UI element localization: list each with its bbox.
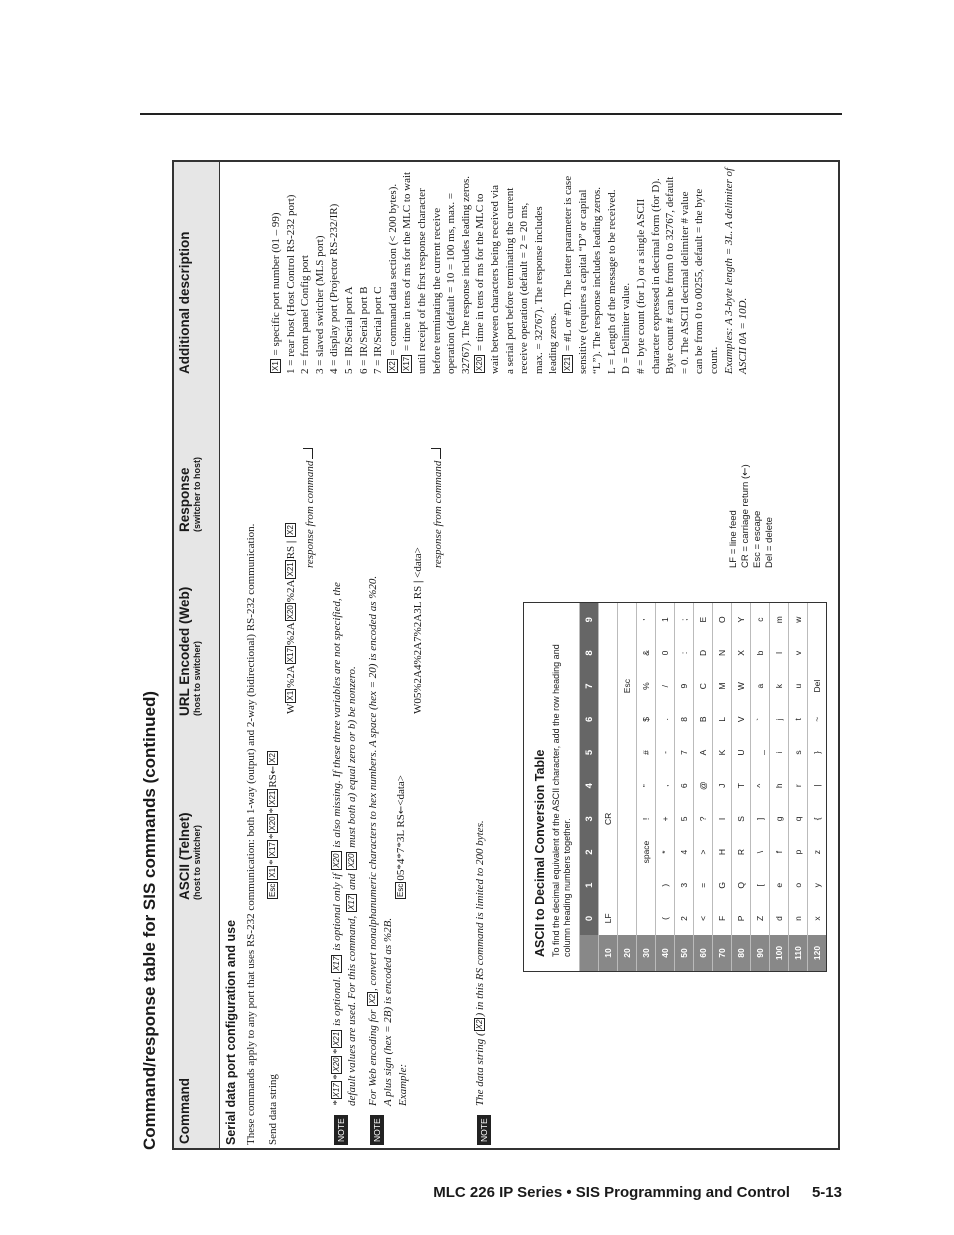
ascii-cell <box>599 636 618 669</box>
description-line: 6 = IR/Serial port B <box>357 286 370 374</box>
ascii-cell: > <box>694 835 713 868</box>
description-line: leading zeros. <box>547 312 560 374</box>
ascii-cell <box>808 603 827 636</box>
table-row <box>732 603 751 971</box>
ascii-cell: l <box>770 636 789 669</box>
row-head: 60 <box>694 935 713 971</box>
description-line: ASCII 0A = 10D. <box>737 297 750 374</box>
description-line: Examples: A 3-byte length = 3L. A delimiter of <box>722 167 735 374</box>
ascii-cell: { <box>808 802 827 835</box>
ascii-cell: U <box>732 736 751 769</box>
rotated-page <box>140 150 842 1160</box>
table-row <box>789 603 808 971</box>
ascii-cell <box>808 636 827 669</box>
table-row <box>637 603 656 971</box>
ascii-cell <box>599 703 618 736</box>
description-line: 7 = IR/Serial port C <box>372 286 385 374</box>
row-head: 120 <box>808 935 827 971</box>
ascii-cell: f <box>770 835 789 868</box>
corner-cell <box>580 935 599 971</box>
ascii-cell <box>618 869 637 902</box>
intro-text: These commands apply to any port that uses RS-232 communication: both 1-way (output) and 2-way (bidirectional) RS-232 communication. <box>245 523 257 1145</box>
ascii-cell: " <box>637 769 656 802</box>
ascii-cell: B <box>694 703 713 736</box>
ascii-cell: Y <box>732 603 751 636</box>
header-response: Response (switcher to host) <box>177 456 202 532</box>
ascii-cell: Z <box>751 902 770 935</box>
col-head: 7 <box>580 670 599 703</box>
ascii-command: EscX1*X17*X20*X21RS←X2 <box>267 753 279 897</box>
ascii-cell: : <box>675 636 694 669</box>
description-line: count. <box>708 346 720 374</box>
ascii-cell: - <box>656 736 675 769</box>
ascii-cell: $ <box>637 703 656 736</box>
ascii-cell: ) <box>656 869 675 902</box>
description-line: D = Delimiter value. <box>620 282 633 374</box>
ascii-cell: V <box>732 703 751 736</box>
page-number: 5-13 <box>811 1184 842 1201</box>
description-line: X1 = specific port number (01 – 99) <box>270 212 282 371</box>
url-command: WX1%2AX17%2AX20%2AX21RS | X2 <box>285 525 297 714</box>
ascii-cell: , <box>656 769 675 802</box>
description-line: 1 = rear host (Host Control RS-232 port) <box>284 194 297 374</box>
description-line: max. = 32767). The response includes <box>532 206 545 374</box>
response-text: response from command <box>303 448 317 568</box>
ascii-cell: S <box>732 802 751 835</box>
ascii-table-title: ASCII to Decimal Conversion Table <box>533 749 547 957</box>
ascii-cell: | <box>808 769 827 802</box>
header-command: Command <box>177 1077 192 1144</box>
top-rule <box>140 113 842 115</box>
description-line: L = Length of the message to be received. <box>605 189 618 374</box>
ascii-cell: K <box>713 736 732 769</box>
row-head: 110 <box>789 935 808 971</box>
table-row <box>694 603 713 971</box>
ascii-cell: 2 <box>675 902 694 935</box>
page-title: Command/response table for SIS commands (continued) <box>140 690 159 1150</box>
description-line: Byte count # can be from 0 to 32767, default <box>664 176 677 374</box>
table-row <box>599 603 618 971</box>
ascii-cell: < <box>694 902 713 935</box>
ascii-cell: . <box>656 703 675 736</box>
ascii-cell: w <box>789 603 808 636</box>
legend-lf: LF = line feed <box>728 510 739 568</box>
ascii-cell: G <box>713 869 732 902</box>
table-row <box>675 603 694 971</box>
description-line: = 0. The ASCII decimal delimiter # value <box>678 191 691 374</box>
ascii-cell: ' <box>637 603 656 636</box>
ascii-grid <box>579 603 826 971</box>
ascii-cell <box>599 603 618 636</box>
ascii-cell: n <box>789 902 808 935</box>
ascii-cell: & <box>637 636 656 669</box>
ascii-cell: i <box>770 736 789 769</box>
ascii-cell <box>618 835 637 868</box>
ascii-cell: 7 <box>675 736 694 769</box>
ascii-cell: N <box>713 636 732 669</box>
ascii-cell: 0 <box>656 636 675 669</box>
ascii-cell: space <box>637 835 656 868</box>
table-row <box>808 603 827 971</box>
command-name: Send data string <box>267 1074 279 1145</box>
row-head: 70 <box>713 935 732 971</box>
ascii-cell: g <box>770 802 789 835</box>
ascii-cell: D <box>694 636 713 669</box>
ascii-cell: r <box>789 769 808 802</box>
ascii-cell: Del <box>808 670 827 703</box>
description-line: X21 = #L or #D. The letter parameter is case <box>562 175 574 371</box>
note-badge: NOTE <box>477 1115 491 1145</box>
ascii-cell <box>618 636 637 669</box>
note3-text: The data string (X2) in this RS command is limited to 200 bytes. <box>474 820 486 1106</box>
row-head: 80 <box>732 935 751 971</box>
ascii-cell: Q <box>732 869 751 902</box>
row-head: 90 <box>751 935 770 971</box>
ascii-cell: J <box>713 769 732 802</box>
description-line: 4 = display port (Projector RS-232/IR) <box>328 203 341 374</box>
ascii-cell: h <box>770 769 789 802</box>
ascii-cell: k <box>770 670 789 703</box>
table-row <box>770 603 789 971</box>
ascii-cell: z <box>808 835 827 868</box>
row-head: 50 <box>675 935 694 971</box>
ascii-cell: H <box>713 835 732 868</box>
description-line: “L”). The response includes leading zeros. <box>591 186 604 374</box>
ascii-cell <box>618 902 637 935</box>
description-line: operation (default = 10 = 100 ms, max. = <box>445 192 458 374</box>
ascii-cell <box>637 902 656 935</box>
ascii-cell <box>599 835 618 868</box>
col-head: 3 <box>580 802 599 835</box>
url-example: W05%2A4%2A7%2A3L RS | <data> <box>412 547 424 714</box>
table-row <box>618 603 637 971</box>
command-table <box>172 160 840 1150</box>
ascii-cell: a <box>751 670 770 703</box>
note2-line2: A plus sign (hex = 2B) is encoded as %2B. <box>382 917 394 1106</box>
header-additional: Additional description <box>177 231 192 374</box>
ascii-cell: W <box>732 670 751 703</box>
description-line: can be from 0 to 00255, default = the byte <box>693 188 706 374</box>
description-line: receive operation (default = 2 = 20 ms, <box>518 202 531 374</box>
row-head: 30 <box>637 935 656 971</box>
col-head: 4 <box>580 769 599 802</box>
description-line: 32767). The response includes leading zeros. <box>459 175 472 374</box>
ascii-cell: 8 <box>675 703 694 736</box>
header-url: URL Encoded (Web) (host to switcher) <box>177 586 202 716</box>
ascii-cell: O <box>713 603 732 636</box>
ascii-cell: 3 <box>675 869 694 902</box>
ascii-cell: m <box>770 603 789 636</box>
description-line: a serial port before terminating the current <box>503 187 516 374</box>
row-head: 20 <box>618 935 637 971</box>
ascii-cell: e <box>770 869 789 902</box>
ascii-cell <box>599 769 618 802</box>
ascii-cell: CR <box>599 802 618 835</box>
ascii-cell: b <box>751 636 770 669</box>
ascii-cell: y <box>808 869 827 902</box>
ascii-cell: M <box>713 670 732 703</box>
ascii-cell <box>618 603 637 636</box>
ascii-cell <box>637 869 656 902</box>
description-line: # = byte count (for L) or a single ASCII <box>635 198 647 374</box>
description-line: sensitive (requires a capital “D” or capital <box>576 189 589 374</box>
ascii-cell: u <box>789 670 808 703</box>
table-row <box>751 603 770 971</box>
ascii-cell: P <box>732 902 751 935</box>
ascii-cell: ^ <box>751 769 770 802</box>
ascii-cell <box>618 769 637 802</box>
ascii-cell: F <box>713 902 732 935</box>
ascii-cell: R <box>732 835 751 868</box>
linefeed-icon <box>303 448 313 459</box>
table-row <box>656 603 675 971</box>
ascii-cell: Esc <box>618 670 637 703</box>
footer-title: MLC 226 IP Series • SIS Programming and Control <box>433 1184 790 1201</box>
col-head: 2 <box>580 835 599 868</box>
description-line: X2 = command data section (< 200 bytes). <box>386 183 399 371</box>
ascii-cell <box>599 869 618 902</box>
ascii-cell: 1 <box>656 603 675 636</box>
ascii-cell: c <box>751 603 770 636</box>
ascii-cell: * <box>656 835 675 868</box>
return-icon: ← <box>268 765 279 775</box>
description-line: wait between characters being received via <box>489 184 501 374</box>
ascii-example: Esc05*4*7*3L RS←<data> <box>395 775 407 897</box>
note-badge: NOTE <box>370 1115 384 1145</box>
ascii-cell: LF <box>599 902 618 935</box>
section-title: Serial data port configuration and use <box>224 919 238 1145</box>
ascii-cell: ? <box>694 802 713 835</box>
ascii-cell: A <box>694 736 713 769</box>
col-head: 9 <box>580 603 599 636</box>
col-head: 5 <box>580 736 599 769</box>
response-example: response from command <box>431 448 445 568</box>
ascii-cell: ; <box>675 603 694 636</box>
description-line: X17 = time in tens of ms for the MLC to wait <box>401 171 414 371</box>
ascii-cell <box>618 736 637 769</box>
ascii-cell: # <box>637 736 656 769</box>
ascii-cell: 4 <box>675 835 694 868</box>
ascii-cell: / <box>656 670 675 703</box>
ascii-cell: + <box>656 802 675 835</box>
ascii-conversion-table <box>523 602 827 972</box>
ascii-cell: % <box>637 670 656 703</box>
ascii-cell: C <box>694 670 713 703</box>
ascii-cell: \ <box>751 835 770 868</box>
ascii-cell: ~ <box>808 703 827 736</box>
return-icon: ← <box>740 467 751 476</box>
ascii-table-desc: To find the decimal equivalent of the ASCII character, add the row heading and column heading numbers together. <box>551 644 572 957</box>
ascii-cell: = <box>694 869 713 902</box>
ascii-cell: j <box>770 703 789 736</box>
table-row <box>713 603 732 971</box>
page-footer <box>433 1184 842 1201</box>
ascii-cell: x <box>808 902 827 935</box>
description-line: 5 = IR/Serial port A <box>343 286 355 374</box>
description-line: before terminating the current receive <box>430 207 443 374</box>
ascii-cell: o <box>789 869 808 902</box>
ascii-cell: ` <box>751 703 770 736</box>
ascii-cell: [ <box>751 869 770 902</box>
ascii-cell: T <box>732 769 751 802</box>
ascii-cell: 5 <box>675 802 694 835</box>
ascii-cell: q <box>789 802 808 835</box>
description-line: 3 = slaved switcher (MLS port) <box>313 235 326 374</box>
ascii-cell: E <box>694 603 713 636</box>
description-line: until receipt of the first response character <box>416 188 428 374</box>
ascii-cell: L <box>713 703 732 736</box>
description-line: X20 = time in tens of ms for the MLC to <box>474 193 487 371</box>
ascii-cell <box>618 703 637 736</box>
description-line: 2 = front panel Config port <box>299 255 312 374</box>
ascii-cell: I <box>713 802 732 835</box>
ascii-cell <box>618 802 637 835</box>
ascii-cell: ] <box>751 802 770 835</box>
ascii-cell <box>599 736 618 769</box>
note2-line3: Example: <box>397 1063 409 1106</box>
ascii-cell: ! <box>637 802 656 835</box>
ascii-cell: X <box>732 636 751 669</box>
ascii-cell: v <box>789 636 808 669</box>
ascii-cell: @ <box>694 769 713 802</box>
description-line: character expressed in decimal form (for D). <box>649 178 662 374</box>
linefeed-icon <box>431 448 441 459</box>
ascii-cell: 9 <box>675 670 694 703</box>
ascii-cell: d <box>770 902 789 935</box>
col-head: 6 <box>580 703 599 736</box>
legend-esc: Esc = escape <box>752 510 763 568</box>
legend-cr: CR = carriage return (←) <box>740 464 751 568</box>
ascii-cell: t <box>789 703 808 736</box>
row-head: 10 <box>599 935 618 971</box>
ascii-cell <box>599 670 618 703</box>
header-ascii: ASCII (Telnet) (host to switcher) <box>177 812 202 900</box>
note1-line2: default values are used. For this command, X17 and X20 must both a) equal zero or b) be nonzero. <box>346 666 358 1106</box>
col-head: 0 <box>580 902 599 935</box>
row-head: 100 <box>770 935 789 971</box>
ascii-cell: } <box>808 736 827 769</box>
ascii-cell: s <box>789 736 808 769</box>
col-head: 8 <box>580 636 599 669</box>
note-badge: NOTE <box>334 1115 348 1145</box>
note2-line1: For Web encoding for X2, convert nonalphanumeric characters to hex numbers. A space (hex = 20) is encoded as %20. <box>367 575 379 1106</box>
note1-line1: *X17*X20*X21 is optional. X17 is optional only if X20 is also missing. If these three variables are not specified, the <box>331 582 343 1106</box>
ascii-cell: 6 <box>675 769 694 802</box>
row-head: 40 <box>656 935 675 971</box>
legend <box>728 464 776 568</box>
ascii-cell: p <box>789 835 808 868</box>
legend-del: Del = delete <box>764 517 775 568</box>
col-head: 1 <box>580 869 599 902</box>
table-header <box>174 162 220 1148</box>
ascii-cell: ( <box>656 902 675 935</box>
ascii-cell: _ <box>751 736 770 769</box>
